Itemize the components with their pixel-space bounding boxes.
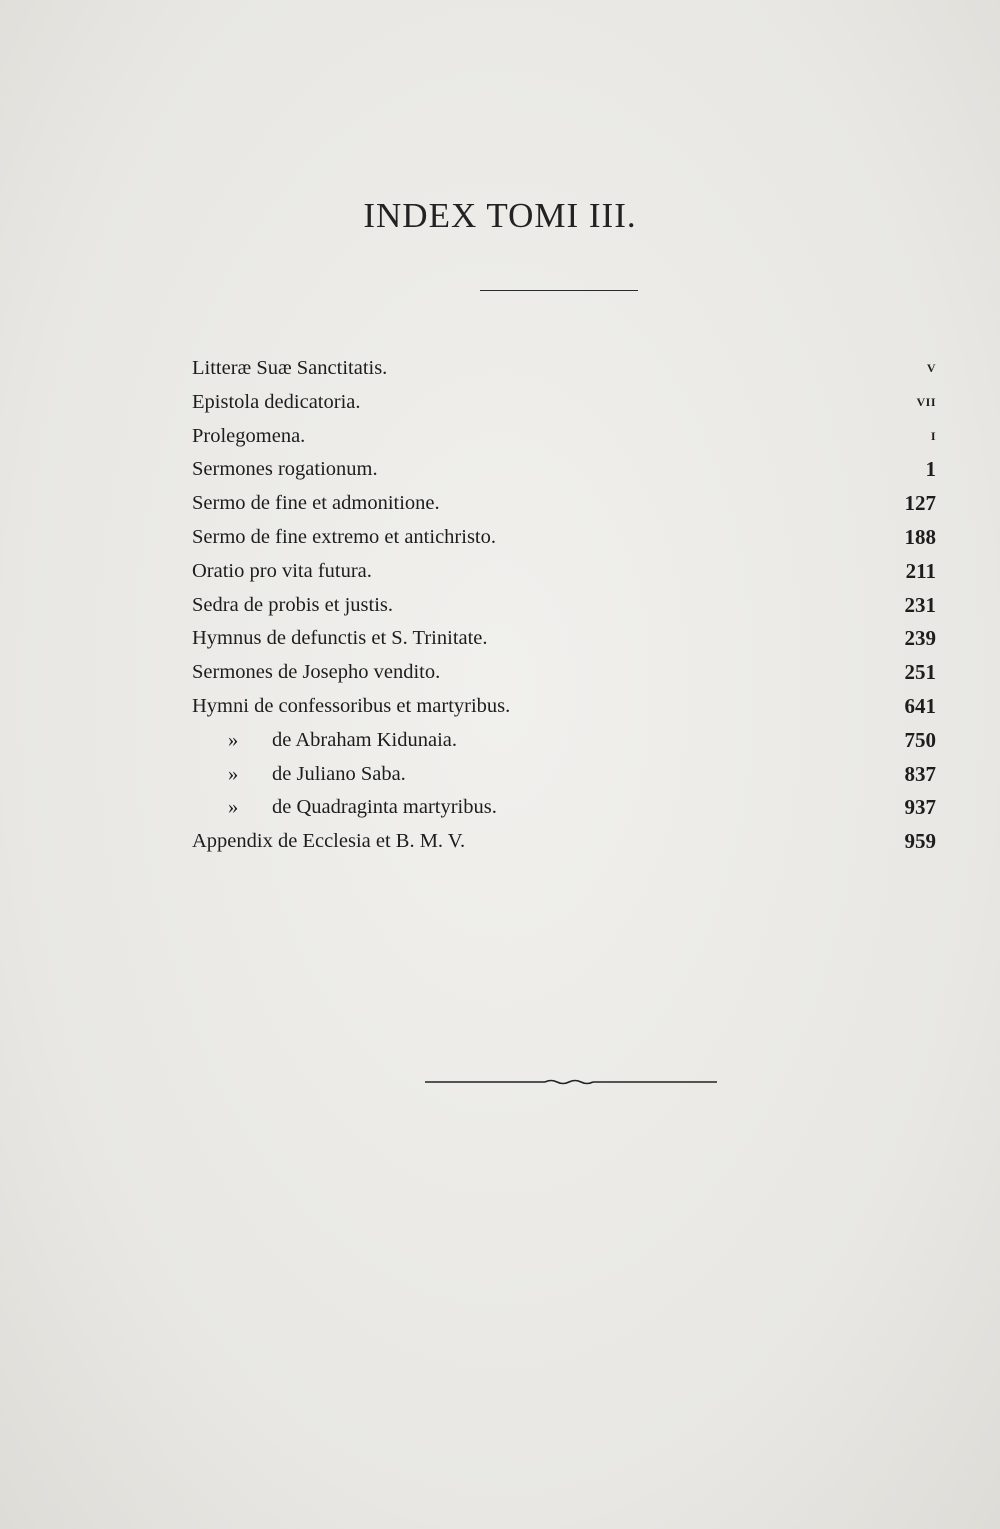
toc-entry[interactable] <box>192 420 936 454</box>
toc-entry-page: 837 <box>904 761 936 786</box>
title-rule <box>480 290 638 291</box>
toc-entry-page: 211 <box>905 558 936 583</box>
toc-entry-title: de Quadraginta martyribus. <box>272 796 497 819</box>
toc-entry-page: 750 <box>904 727 936 752</box>
toc-entry[interactable] <box>192 453 936 487</box>
ditto-mark: » <box>228 796 239 819</box>
toc-entry-title: Sermo de fine extremo et antichristo. <box>192 525 496 548</box>
toc-entry-title: Sermo de fine et admonitione. <box>192 492 440 515</box>
toc-subentry[interactable] <box>192 724 936 758</box>
toc-entry-title: Oratio pro vita futura. <box>192 559 372 582</box>
toc-subentry[interactable] <box>192 791 936 825</box>
ditto-mark: » <box>228 762 239 785</box>
toc-entry-page: 188 <box>904 524 936 549</box>
toc-entry[interactable] <box>192 589 936 623</box>
toc-entry[interactable] <box>192 386 936 420</box>
toc-entry-title: Hymni de confessoribus et martyribus. <box>192 694 511 717</box>
toc-entry-page: 251 <box>904 660 936 685</box>
toc-entry-page: 239 <box>904 626 936 651</box>
toc-entry-title: Litteræ Suæ Sanctitatis. <box>192 357 388 379</box>
toc-entry-page: 231 <box>904 592 936 617</box>
toc-entry[interactable] <box>192 656 936 690</box>
toc-entry-page: I <box>930 428 936 443</box>
closing-ornament-rule <box>425 1078 717 1086</box>
ditto-mark: » <box>228 728 239 751</box>
toc-entry-title: de Juliano Saba. <box>272 762 406 785</box>
toc-subentry[interactable] <box>192 758 936 792</box>
toc-entry-page: 127 <box>904 491 936 516</box>
toc-entry[interactable] <box>192 825 936 859</box>
page-title: INDEX TOMI III. <box>363 196 637 235</box>
toc-entry-page: 959 <box>904 829 936 854</box>
toc-entry-page: 1 <box>925 457 936 482</box>
toc-entry-title: Appendix de Ecclesia et B. M. V. <box>192 830 466 853</box>
toc-entry-page: 641 <box>904 693 936 718</box>
toc-entry-title: Sermones rogationum. <box>192 458 378 481</box>
toc-entry-title: Prolegomena. <box>192 424 306 447</box>
toc-entry[interactable] <box>192 622 936 656</box>
toc-entry[interactable] <box>192 690 936 724</box>
toc-entry-title: Sermones de Josepho vendito. <box>192 661 441 684</box>
table-of-contents <box>192 352 936 859</box>
toc-entry-title: Hymnus de defunctis et S. Trinitate. <box>192 627 488 650</box>
toc-entry-title: Sedra de probis et justis. <box>192 593 393 616</box>
toc-entry-title: de Abraham Kidunaia. <box>272 728 458 751</box>
toc-entry[interactable] <box>192 352 936 386</box>
toc-entry-page: V <box>926 361 936 375</box>
toc-entry[interactable] <box>192 487 936 521</box>
toc-entry[interactable] <box>192 555 936 589</box>
toc-entry-title: Epistola dedicatoria. <box>192 390 361 413</box>
toc-entry-page: VII <box>916 394 936 409</box>
toc-entry-page: 937 <box>904 795 936 820</box>
toc-entry[interactable] <box>192 521 936 555</box>
